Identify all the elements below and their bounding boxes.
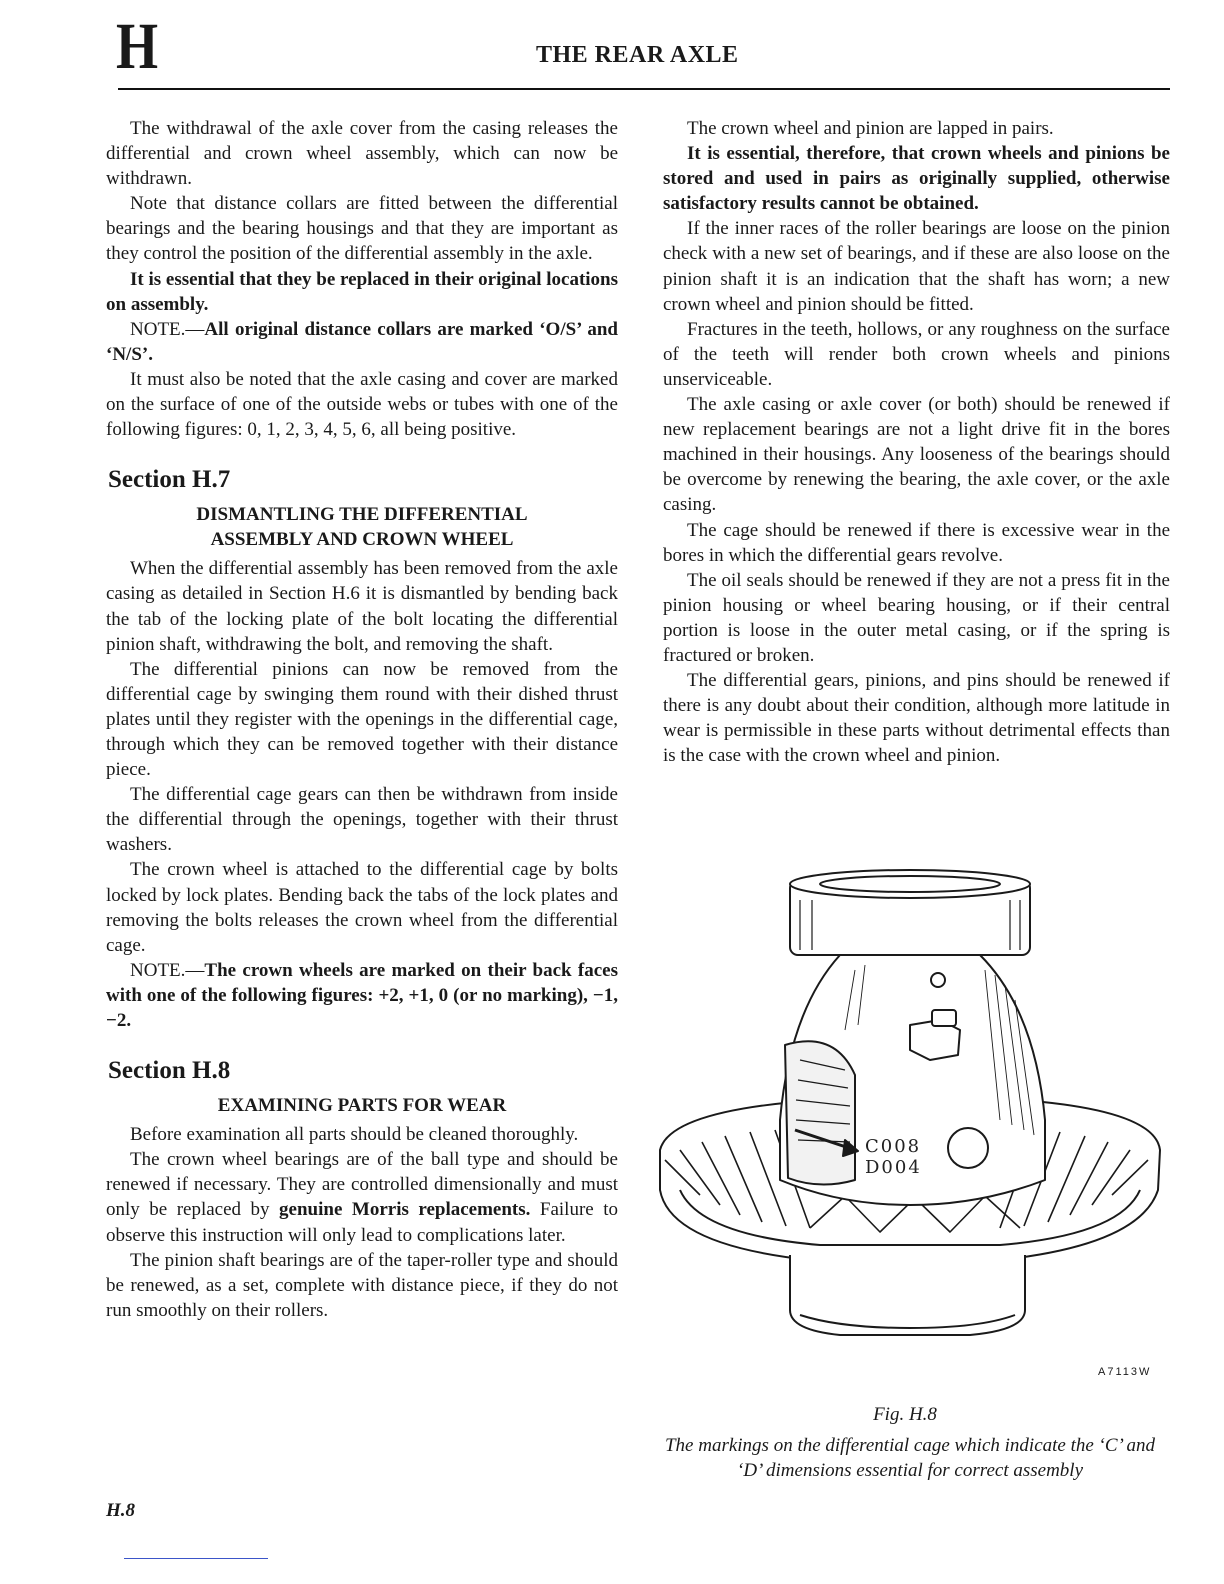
paragraph: The differential gears, pinions, and pins should be renewed if there is any doubt about their condition, although more latitude in wear is permissible in these parts without detrimental effects than is the case with the crown wheel and pinion. [663, 670, 1170, 767]
right-column [663, 116, 1170, 768]
text-run-bold: genuine Morris replacements. [279, 1199, 531, 1221]
marking-d-label: D004 [865, 1157, 922, 1178]
text-run: The crown wheel bearings are of the ball type and should be renewed if necessary. They are controlled dimensionally and must only be replaced by [106, 1149, 618, 1221]
paragraph-bold: It is essential, therefore, that crown wheels and pinions be stored and used in pairs as originally supplied, otherwise satisfactory results cannot be obtained. [663, 143, 1170, 215]
paragraph: Before examination all parts should be cleaned thoroughly. [130, 1124, 579, 1146]
chapter-letter: H [116, 10, 159, 83]
note-paragraph [106, 317, 618, 367]
paragraph: The axle casing or axle cover (or both) should be renewed if new replacement bearings are not a light drive fit in the bores machined in their housings. Any looseness of the bearings should be overcome by renewing the bearing, the axle cover, or the axle casing. [663, 394, 1170, 516]
subheading-line: ASSEMBLY AND CROWN WHEEL [210, 529, 514, 551]
note-lead: NOTE.— [130, 959, 205, 981]
paragraph [106, 1147, 618, 1247]
page-number: H.8 [106, 1500, 136, 1521]
paragraph: The crown wheel and pinion are lapped in pairs. [687, 118, 1054, 139]
section-heading-h7: Section H.7 [108, 466, 231, 494]
section-heading-h8: Section H.8 [108, 1057, 231, 1085]
paragraph: When the differential assembly has been removed from the axle casing as detailed in Section H.6 it is dismantled by bending back the tab of the locking plate of the bolt locating the differential pinion shaft, withdrawing the bolt, and removing the shaft. [106, 558, 618, 655]
note-text: The crown wheels are marked on their back faces with one of the following figures: +2, +1, 0 (or no marking), −1, −2. [106, 959, 618, 1031]
left-column [106, 116, 618, 1323]
paragraph: Note that distance collars are fitted between the differential bearings and the bearing housings and that they are important as they control the position of the differential assembly in the axle. [106, 193, 618, 265]
paragraph: The differential pinions can now be removed from the differential cage by swinging them round with their dished thrust plates until they register with the openings in the differential cage, through which they can be removed together with their distance piece. [106, 658, 618, 781]
paragraph: The differential cage gears can then be withdrawn from inside the differential through the openings, together with their thrust washers. [106, 784, 618, 856]
note-text: All original distance collars are marked ‘O/S’ and ‘N/S’. [106, 318, 618, 365]
paragraph: It must also be noted that the axle casing and cover are marked on the surface of one of the outside webs or tubes with one of the following figures: 0, 1, 2, 3, 4, 5, 6, all being positive. [106, 368, 618, 441]
paragraph: The oil seals should be renewed if they are not a press fit in the pinion housing or wheel bearing housing, or if their central portion is loose in the outer metal casing, or if the spring is fractured or broken. [663, 569, 1170, 666]
footer-rule [124, 1558, 268, 1559]
page-title: THE REAR AXLE [536, 42, 739, 68]
section-subheading-h7 [106, 502, 618, 552]
note-lead: NOTE.— [130, 318, 205, 340]
paragraph: The cage should be renewed if there is excessive wear in the bores in which the differential gears revolve. [663, 519, 1170, 566]
paragraph: The withdrawal of the axle cover from the casing releases the differential and crown wheel assembly, which can now be withdrawn. [106, 118, 618, 190]
note-paragraph [106, 958, 618, 1033]
header-rule [118, 88, 1170, 90]
paragraph: If the inner races of the roller bearings are loose on the pinion check with a new set of bearings, and if these are also loose on the pinion shaft it is an indication that the shaft has worn; a new crown wheel and pinion should be fitted. [663, 218, 1170, 315]
paragraph-bold: It is essential that they be replaced in their original locations on assembly. [106, 268, 619, 315]
differential-cage-figure [640, 860, 1170, 1360]
figure-caption: The markings on the differential cage which indicate the ‘C’ and ‘D’ dimensions essential for correct assembly [664, 1435, 1156, 1481]
paragraph: The crown wheel is attached to the differential cage by bolts locked by lock plates. Bending back the tabs of the lock plates and removing the bolts releases the crown wheel from the differential cage. [106, 859, 618, 956]
subheading-line: DISMANTLING THE DIFFERENTIAL [196, 504, 528, 526]
paragraph: The pinion shaft bearings are of the taper-roller type and should be renewed, as a set, complete with distance piece, if they do not run smoothly on their rollers. [106, 1249, 618, 1321]
figure-code: A7113W [1098, 1366, 1152, 1378]
figure-label: Fig. H.8 [873, 1404, 937, 1425]
text-run: Failure to observe this instruction will only lead to complications later. [106, 1199, 618, 1246]
section-subheading-h8: EXAMINING PARTS FOR WEAR [217, 1095, 507, 1117]
marking-c-label: C008 [865, 1136, 922, 1157]
paragraph: Fractures in the teeth, hollows, or any roughness on the surface of the teeth will render both crown wheels and pinions unserviceable. [663, 318, 1170, 390]
differential-cage-drawing [640, 860, 1170, 1360]
